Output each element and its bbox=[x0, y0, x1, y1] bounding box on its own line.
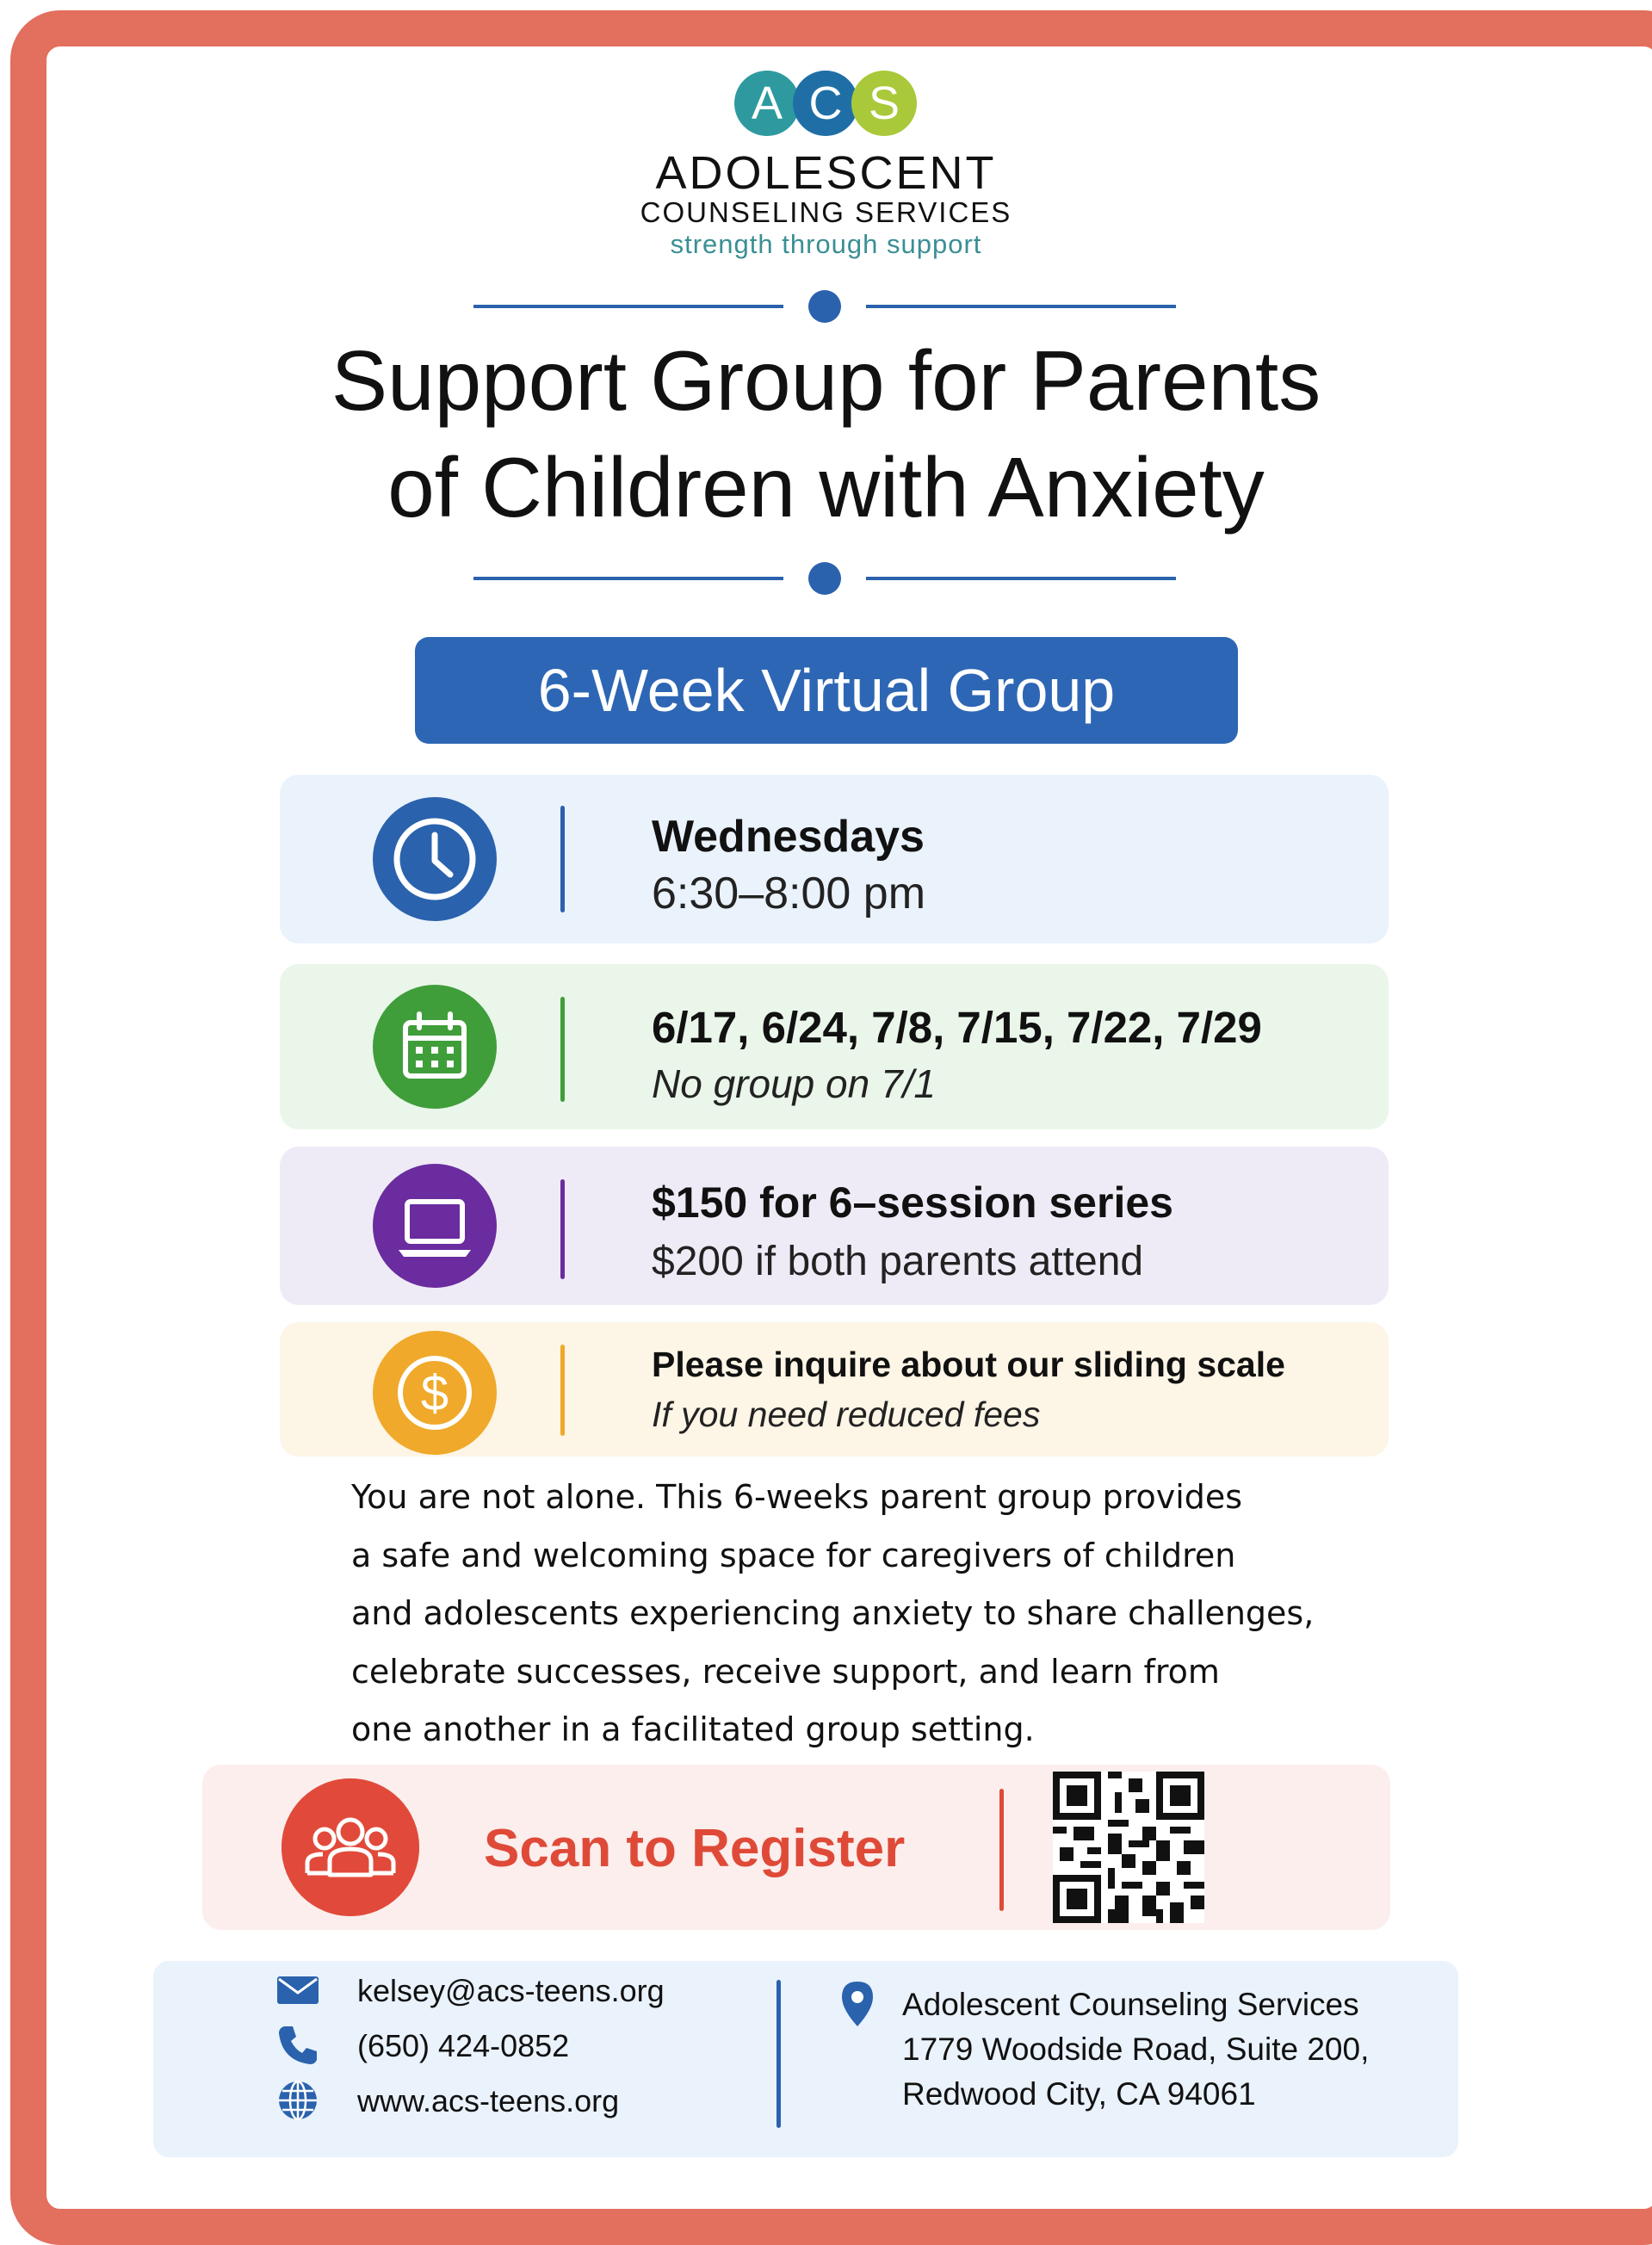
logo-letter-a: A bbox=[734, 71, 800, 136]
both-parents-price: $200 if both parents attend bbox=[652, 1239, 1144, 1284]
contact-separator bbox=[777, 1980, 781, 2128]
series-price: $150 for 6–session series bbox=[652, 1178, 1173, 1227]
page-title bbox=[0, 327, 1652, 541]
svg-text:$: $ bbox=[420, 1365, 449, 1421]
row-separator bbox=[560, 1179, 565, 1279]
reduced-fees-note: If you need reduced fees bbox=[652, 1395, 1041, 1434]
skip-date-note: No group on 7/1 bbox=[652, 1061, 936, 1106]
contact-panel bbox=[153, 1961, 1458, 2157]
logo-letter-s: S bbox=[851, 71, 917, 136]
schedule-day: Wednesdays bbox=[652, 812, 925, 862]
description-line: You are not alone. This 6-weeks parent group provides bbox=[351, 1478, 1243, 1516]
register-separator bbox=[999, 1789, 1004, 1911]
schedule-row bbox=[280, 775, 1389, 943]
address-street: 1779 Woodside Road, Suite 200, bbox=[902, 2032, 1370, 2067]
address-city: Redwood City, CA 94061 bbox=[902, 2076, 1256, 2112]
sliding-scale-note: Please inquire about our sliding scale bbox=[652, 1345, 1285, 1384]
description-line: a safe and welcoming space for caregivers of children bbox=[351, 1536, 1236, 1574]
org-name-line2: COUNSELING SERVICES bbox=[640, 196, 1012, 228]
group-description bbox=[351, 1469, 1384, 1760]
laptop-icon bbox=[373, 1164, 497, 1288]
contact-phone[interactable]: (650) 424-0852 bbox=[357, 2028, 570, 2063]
top-divider bbox=[473, 289, 1176, 324]
org-tagline: strength through support bbox=[670, 229, 982, 259]
org-name-line1: ADOLESCENT bbox=[655, 147, 997, 199]
address-name: Adolescent Counseling Services bbox=[902, 1987, 1359, 2022]
price-row bbox=[280, 1147, 1389, 1305]
acs-logo bbox=[734, 71, 919, 136]
register-label: Scan to Register bbox=[484, 1819, 906, 1878]
session-dates: 6/17, 6/24, 7/8, 7/15, 7/22, 7/29 bbox=[652, 1003, 1262, 1052]
contact-website[interactable]: www.acs-teens.org bbox=[357, 2083, 620, 2118]
description-line: celebrate successes, receive support, and learn from bbox=[351, 1652, 1220, 1691]
clock-icon bbox=[373, 797, 497, 921]
row-separator bbox=[560, 997, 565, 1102]
format-badge: 6-Week Virtual Group bbox=[415, 637, 1238, 744]
row-separator bbox=[560, 806, 565, 912]
description-line: one another in a facilitated group setting. bbox=[351, 1710, 1035, 1748]
contact-email[interactable]: kelsey@acs-teens.org bbox=[357, 1973, 665, 2008]
bottom-divider bbox=[473, 561, 1176, 596]
calendar-icon bbox=[373, 985, 497, 1109]
sliding-scale-row bbox=[280, 1322, 1389, 1456]
phone-icon bbox=[274, 2021, 322, 2069]
globe-icon bbox=[274, 2076, 322, 2124]
dates-row bbox=[280, 964, 1389, 1129]
location-pin-icon bbox=[837, 1980, 878, 2028]
email-icon bbox=[274, 1966, 322, 2014]
logo-letter-c: C bbox=[793, 71, 858, 136]
description-line: and adolescents experiencing anxiety to share challenges, bbox=[351, 1594, 1315, 1632]
register-panel bbox=[202, 1765, 1390, 1930]
schedule-time: 6:30–8:00 pm bbox=[652, 869, 926, 918]
title-line2: of Children with Anxiety bbox=[387, 440, 1265, 535]
dollar-icon bbox=[373, 1331, 497, 1455]
row-separator bbox=[560, 1345, 565, 1436]
title-line1: Support Group for Parents bbox=[331, 333, 1321, 428]
qr-code-icon[interactable] bbox=[1053, 1772, 1204, 1923]
group-icon bbox=[282, 1778, 419, 1916]
